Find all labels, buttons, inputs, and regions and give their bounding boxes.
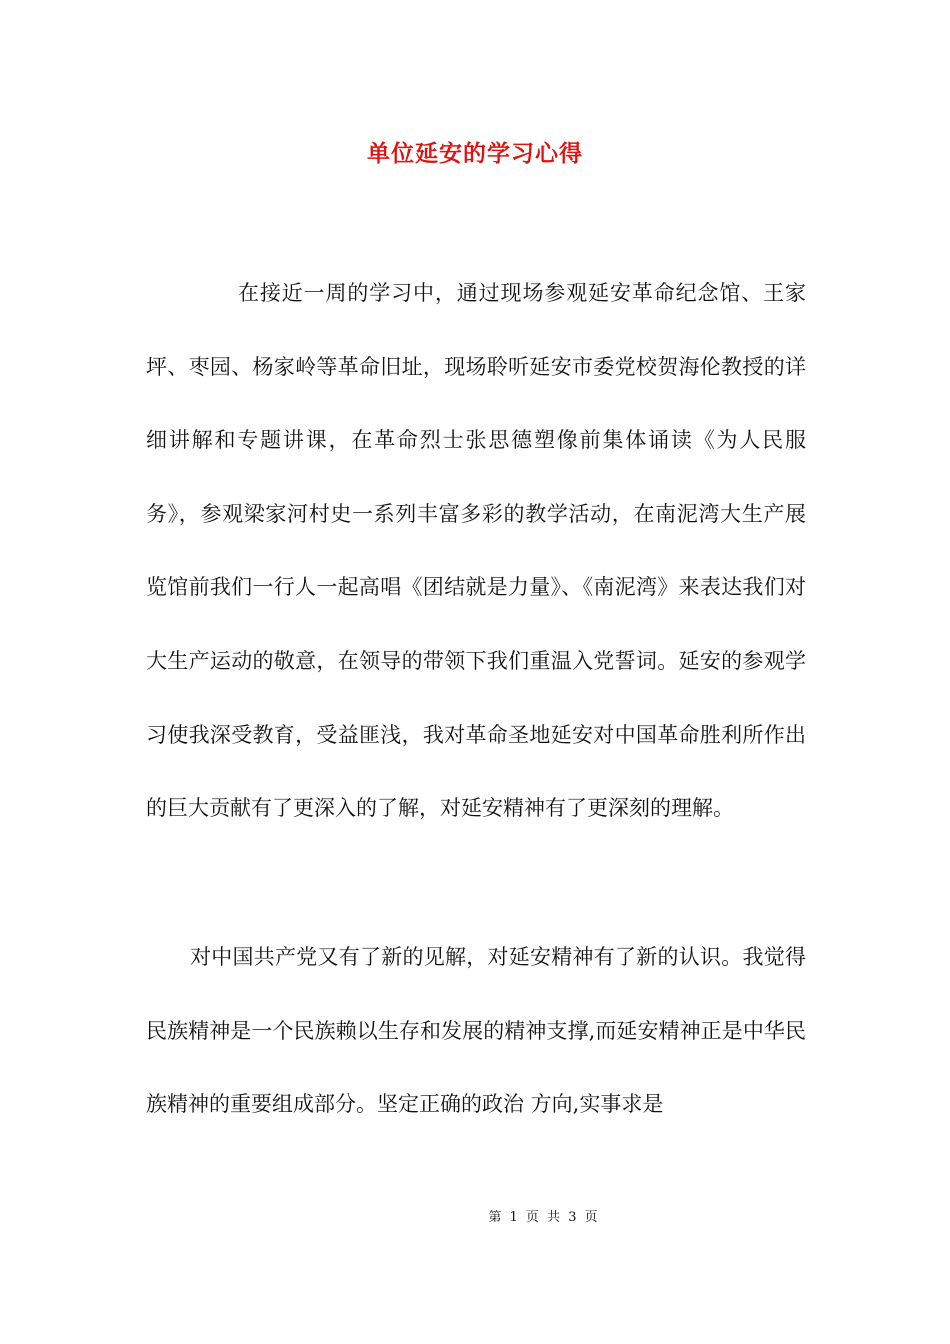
paragraph-1: 在接近一周的学习中，通过现场参观延安革命纪念馆、王家坪、枣园、杨家岭等革命旧址，现场聆听延安市委党校贺海伦教授的详细讲解和专题讲课，在革命烈士张思德塑像前集体诵读《为人民服务》，参观梁家河村史一系列丰富多彩的教学活动，在南泥湾大生产展览馆前我们一行人一起高唱《团结就是力量》、《南泥湾》来表达我们对大生产运动的敬意，在领导的带领下我们重温入党誓词。延安的参观学习使我深受教育，受益匪浅，我对革命圣地延安对中国革命胜利所作出的巨大贡献有了更深入的了解，对延安精神有了更深刻的理解。 <box>146 281 806 821</box>
document-title: 单位延安的学习心得 <box>367 140 583 167</box>
page-number-footer: 第 1 页 共 3 页 <box>488 1210 598 1225</box>
paragraph-2: 对中国共产党又有了新的见解，对延安精神有了新的认识。我觉得民族精神是一个民族赖以生存和发展的精神支撑,而延安精神正是中华民族精神的重要组成部分。坚定正确的政治 方向,实事求是 <box>146 945 806 1117</box>
